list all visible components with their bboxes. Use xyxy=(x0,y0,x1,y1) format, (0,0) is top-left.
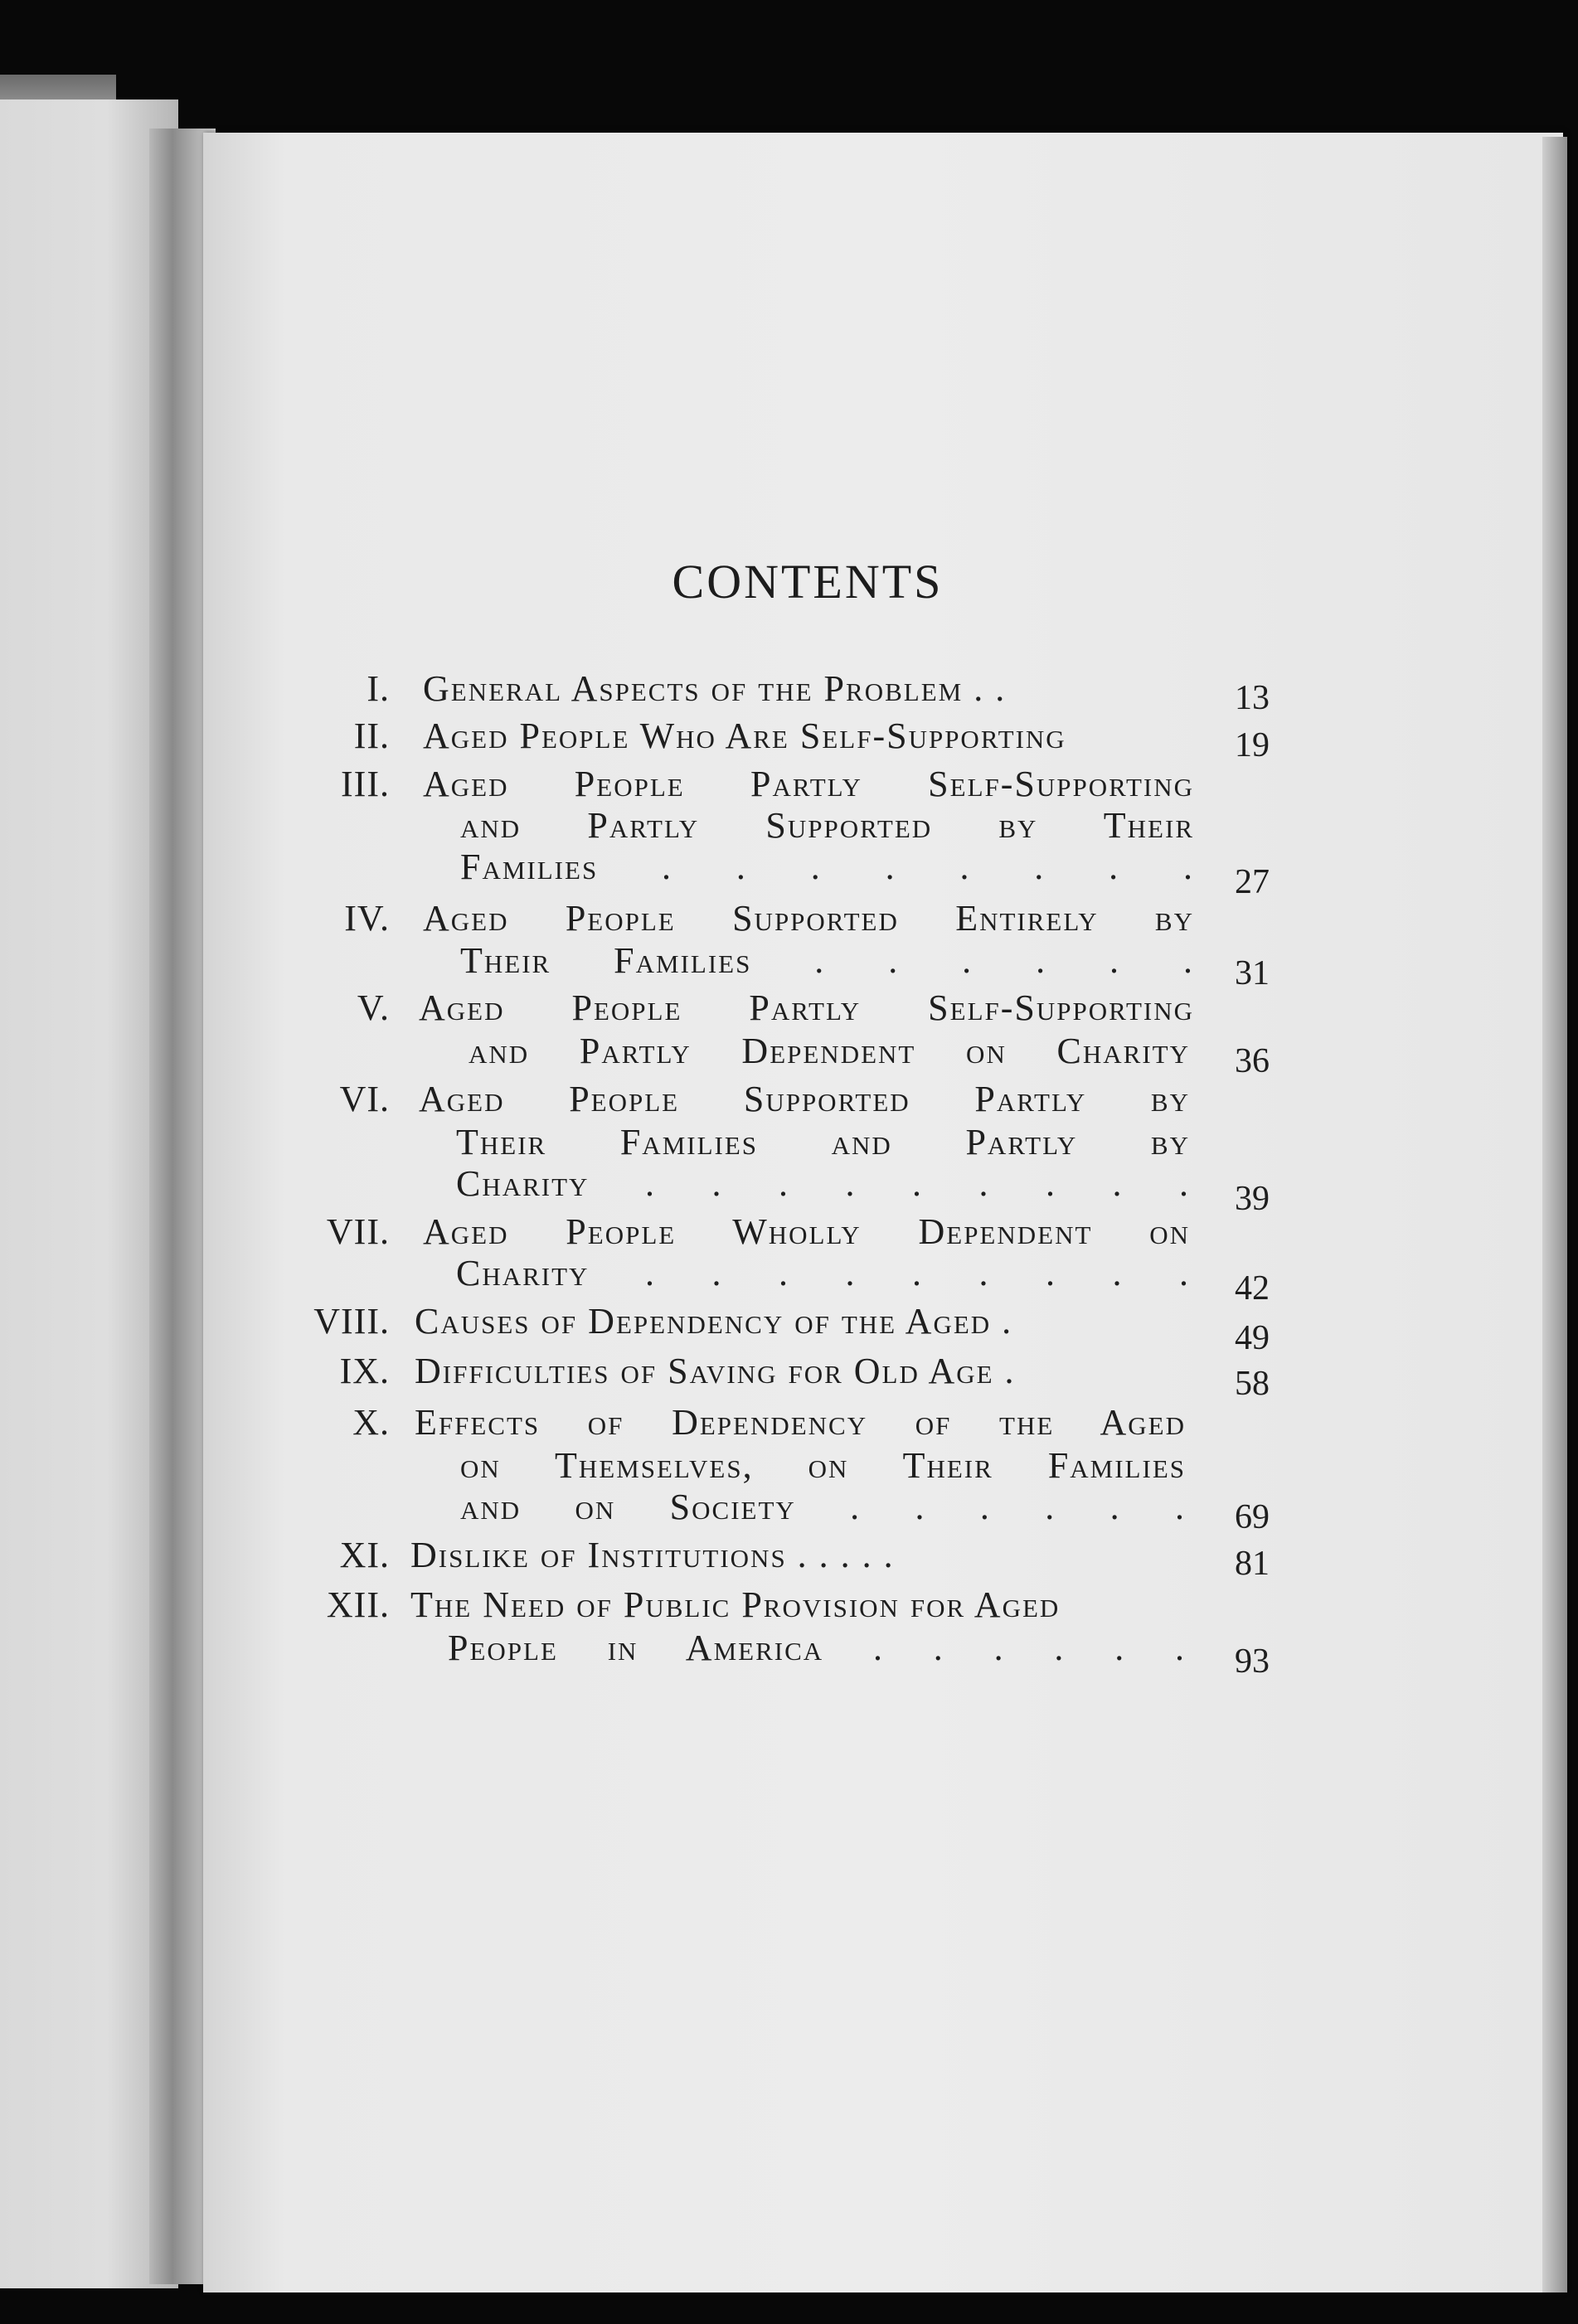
chapter-page-number: 36 xyxy=(1235,1042,1270,1080)
chapter-title-line: Aged People Supported Entirely by xyxy=(423,898,1194,939)
chapter-page-number: 27 xyxy=(1235,863,1270,901)
chapter-title-line: Dislike of Institutions . . . . . xyxy=(410,1535,895,1575)
chapter-title-line: and on Society . . . . . . xyxy=(460,1487,1186,1527)
chapter-page-number: 58 xyxy=(1235,1365,1270,1403)
chapter-numeral: I. xyxy=(367,668,390,709)
chapter-page-number: 13 xyxy=(1235,679,1270,717)
chapter-numeral: VII. xyxy=(326,1211,390,1252)
chapter-title-line: Their Families and Partly by xyxy=(456,1122,1190,1162)
chapter-page-number: 42 xyxy=(1235,1269,1270,1308)
chapter-title-line: People in America . . . . . . xyxy=(448,1628,1186,1668)
chapter-title-line: and Partly Supported by Their xyxy=(460,805,1194,846)
chapter-page-number: 69 xyxy=(1235,1498,1270,1536)
chapter-title-line: General Aspects of the Problem . . xyxy=(423,668,1007,709)
chapter-title-line: Aged People Partly Self-Supporting xyxy=(419,987,1194,1028)
contents-heading: CONTENTS xyxy=(672,555,944,609)
chapter-title-line: Causes of Dependency of the Aged . xyxy=(415,1301,1013,1342)
chapter-numeral: X. xyxy=(352,1402,390,1443)
chapter-numeral: VI. xyxy=(339,1079,390,1119)
chapter-title-line: The Need of Public Provision for Aged xyxy=(410,1584,1061,1625)
chapter-page-number: 31 xyxy=(1235,954,1270,992)
chapter-page-number: 93 xyxy=(1235,1642,1270,1681)
chapter-title-line: Aged People Partly Self-Supporting xyxy=(423,764,1194,804)
chapter-title-line: Aged People Wholly Dependent on xyxy=(423,1211,1190,1252)
chapter-numeral: II. xyxy=(353,716,390,756)
chapter-numeral: IV. xyxy=(344,898,390,939)
chapter-numeral: XI. xyxy=(339,1535,390,1575)
chapter-title-line: Aged People Supported Partly by xyxy=(419,1079,1190,1119)
chapter-title-line: on Themselves, on Their Families xyxy=(460,1445,1186,1486)
chapter-title-line: Aged People Who Are Self-Supporting xyxy=(423,716,1066,756)
chapter-page-number: 81 xyxy=(1235,1545,1270,1583)
chapter-title-line: Difficulties of Saving for Old Age . xyxy=(415,1351,1016,1391)
chapter-page-number: 39 xyxy=(1235,1180,1270,1218)
chapter-title-line: Effects of Dependency of the Aged xyxy=(415,1402,1186,1443)
chapter-title-line: Families . . . . . . . . xyxy=(460,847,1194,887)
chapter-title-line: Their Families . . . . . . xyxy=(460,940,1194,981)
chapter-numeral: VIII. xyxy=(313,1301,390,1342)
chapter-numeral: V. xyxy=(357,987,390,1028)
chapter-title-line: Charity . . . . . . . . . xyxy=(456,1253,1190,1293)
chapter-title-line: and Partly Dependent on Charity xyxy=(469,1031,1190,1071)
chapter-page-number: 19 xyxy=(1235,726,1270,764)
chapter-page-number: 49 xyxy=(1235,1319,1270,1357)
chapter-numeral: III. xyxy=(341,764,390,804)
chapter-title-line: Charity . . . . . . . . . xyxy=(456,1163,1190,1204)
chapter-numeral: IX. xyxy=(339,1351,390,1391)
chapter-numeral: XII. xyxy=(326,1584,390,1625)
